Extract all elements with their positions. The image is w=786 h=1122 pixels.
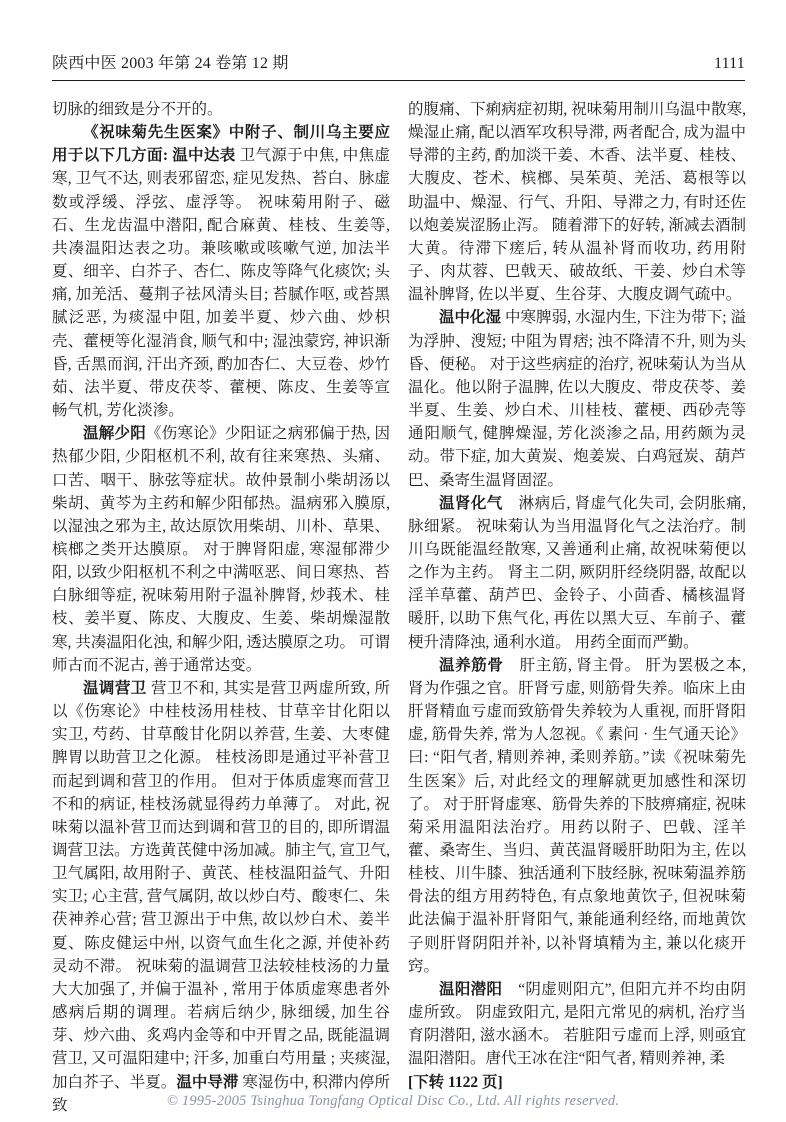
paragraph-text: 寒湿伤中, 积滞内停所致 bbox=[52, 1073, 390, 1114]
paragraph-text: 切脉的细致是分不开的。 bbox=[52, 101, 223, 118]
left-column bbox=[52, 98, 390, 1117]
copyright-notice bbox=[0, 1093, 786, 1110]
copyright-text: © 1995-2005 Tsinghua Tongfang Optical Disc Co., Ltd. All rights reserved. bbox=[166, 1093, 620, 1109]
paragraph-wenyangjingu bbox=[408, 654, 746, 978]
paragraph-wenzhongdabiao bbox=[52, 121, 390, 422]
paragraph-wentiaoyingwei bbox=[52, 677, 390, 1117]
section-heading: 温阳潜阳 bbox=[439, 980, 503, 998]
section-heading: 温调营卫 bbox=[83, 679, 147, 697]
paragraph-continuation bbox=[408, 98, 746, 306]
paragraph-text: 肝主筋, 肾主骨。 肝为罢极之本, 肾为作强之官。肝肾亏虚, 则筋骨失养。临床上由肝肾精血亏虚而致筋骨失养较为人重视, 而肝肾阳虚, 筋骨失养, 常为人忽视。《 素问 · 生气通天论》曰: “阳气者, 精则养神, 柔则养筋。”读《祝味菊先生医案》后, 对此经文的理解就更加感性和深切了。 对于肝肾虚寒、筋骨失养的下肢痹痛症, 祝味菊采用温阳法治疗。用药以附子、巴戟、淫羊藿、桑寄生、当归、黄芪温肾暖肝助阳为主, 佐以桂枝、川牛膝、独活通利下肢经脉, 祝味菊温养筋骨法的组方用药特色, 有点象地黄饮子, 但祝味菊此法偏于温补肝肾阳气, 兼能通利经络, 而地黄饮子则肝肾阴阳并补, 以补肾填精为主, 兼以化痰开窍。 bbox=[408, 656, 746, 975]
paragraph-text: 卫气源于中焦, 中焦虚寒, 卫气不达, 则表邪留恋, 症见发热、苔白、脉虚数或浮缓、浮弦、虚浮等。 祝味菊用附子、磁石、生龙齿温中潜阳, 配合麻黄、桂枝、生姜等, 共凑温阳达表之功。兼咳嗽或咳嗽气逆, 加法半夏、细辛、白芥子、杏仁、陈皮等降气化痰饮; 头痛, 加羌活、蔓荆子祛风清头目; 苔腻作呕, 或苔黑腻泛恶, 为痰湿中阻, 加姜半夏、炒六曲、炒枳壳、藿梗等化湿消食, 顺气和中; 湿浊蒙窍, 神识渐昏, 舌黑而润, 汗出齐颈, 酌加杏仁、大豆卷、炒竹茹、法半夏、带皮茯苓、藿梗、陈皮、生姜等宣畅气机, 芳化淡渗。 bbox=[52, 147, 390, 420]
section-heading: 温解少阳 bbox=[83, 425, 146, 443]
paragraph-wenyangqianyang bbox=[408, 978, 746, 1071]
continued-on-page-note bbox=[408, 1071, 746, 1094]
page-number: 1111 bbox=[713, 55, 745, 72]
section-heading: 温中达表 bbox=[172, 147, 236, 165]
paragraph-text: 《伤寒论》少阳证之病邪偏于热, 因热郁少阳, 少阳枢机不利, 故有往来寒热、头痛、口苦、咽干、脉弦等症状。故仲景制小柴胡汤以柴胡、黄芩为主药和解少阳郁热。温病邪入膜原, 以湿浊之邪为主, 故达原饮用柴胡、川朴、草果、槟榔之类开达膜原。 对于脾肾阳虚, 寒湿郁滞少阳, 以致少阳枢机不利之中满呕恶、间日寒热、苔白脉细等症, 祝味菊用附子温补脾肾, 炒莪术、桂枝、姜半夏、陈皮、大腹皮、生姜、柴胡燥湿散寒, 共凑温阳化浊, 和解少阳, 透达膜原之功。 可谓师古而不泥古, 善于通常达变。 bbox=[52, 425, 390, 674]
section-heading: 温养筋骨 bbox=[439, 656, 504, 674]
article-body bbox=[52, 98, 745, 1117]
paragraph-text: 营卫不和, 其实是营卫两虚所致, 所以《伤寒论》中桂枝汤用桂枝、甘草辛甘化阳以实卫, 芍药、甘草酸甘化阴以养营, 生姜、大枣健脾胃以助营卫之化源。 桂枝汤即是通过平补营卫而起到调和营卫的作用。 但对于体质虚寒而营卫不和的病证, 桂枝汤就显得药力单薄了。 对此, 祝味菊以温补营卫而达到调和营卫的目的, 即所谓温调营卫法。方选黄芪健中汤加减。肺主气, 宣卫气, 卫气属阳, 故用附子、黄芪、桂枝温阳益气、升阳实卫; 心主营, 营气属阴, 故以炒白芍、酸枣仁、朱茯神养心营; 营卫源出于中焦, 故以炒白术、姜半夏、陈皮健运中州, 以资气血生化之源, 并使补药灵动不滞。 祝味菊的温调营卫法较桂枝汤的力量大大加强了, 并偏于温补 , 常用于体质虚寒患者外感病后期的调理。若病后纳少, 脉细缓, 加生谷芽、炒六曲、炙鸡内金等和中开胃之品, 既能温调营卫, 又可温阳建中; 汗多, 加重白芍用量 ; 夹痰湿, 加白芥子、半夏。 bbox=[52, 679, 390, 1091]
jump-note-text: [下转 1122 页] bbox=[408, 1073, 503, 1091]
paragraph-continuation bbox=[52, 98, 390, 121]
paragraph-wenshenhuaqi bbox=[408, 492, 746, 654]
paragraph-wenzhonghuashi bbox=[408, 306, 746, 491]
right-column bbox=[408, 98, 746, 1117]
journal-issue-info: 陕西中医 2003 年第 24 卷第 12 期 bbox=[52, 55, 289, 72]
section-heading: 温中化湿 bbox=[439, 309, 502, 327]
paragraph-text: 淋病后, 肾虚气化失司, 会阴胀痛, 脉细紧。 祝味菊认为当用温肾化气之法治疗。制川乌既能温经散寒, 又善通利止痛, 故祝味菊便以之作为主药。 肾主二阴, 厥阴肝经绕阴器, 故配以淫羊草藿、葫芦巴、金铃子、小茴香、橘核温肾暖肝, 以助下焦气化, 再佐以黑大豆、车前子、藿梗升清降浊, 通利水道。 用药全面而严勤。 bbox=[408, 494, 746, 651]
paragraph-text: 中寒脾弱, 水湿内生, 下注为带下; 溢为浮肿、溲短; 中阻为胃痞; 浊不降清不升, 则为头昏、便秘。 对于这些病症的治疗, 祝味菊认为当从温化。他以附子温脾, 佐以大腹皮、带皮茯苓、姜半夏、生姜、炒白术、川桂枝、藿梗、西砂壳等通阳顺气, 健脾燥湿, 芳化淡渗之品, 用药颇为灵动。带下症, 加大黄炭、炮姜炭、白鸡冠炭、葫芦巴、桑寄生温肾固涩。 bbox=[408, 309, 746, 489]
paragraph-wenjieshaoyang bbox=[52, 422, 390, 677]
section-heading: 温中导滞 bbox=[176, 1073, 239, 1091]
bold-lead-in: 《祝味菊先生医案》中附子、制川乌主要应用于以下几方面: bbox=[52, 124, 390, 165]
section-heading: 温肾化气 bbox=[439, 494, 503, 512]
paragraph-text: 的腹痛、下痢病症初期, 祝味菊用制川乌温中散寒, 燥湿止痛, 配以酒军攻积导滞, 两者配合, 成为温中导滞的主药, 酌加淡干姜、木香、法半夏、桂枝、大腹皮、苍术、槟榔、吴茱萸、羌活、葛根等以助温中、燥湿、行气、升阳、导滞之力, 有时还佐以炮姜炭涩肠止泻。 随着滞下的好转, 渐减去酒制大黄。待滞下瘥后, 转从温补肾而收功, 药用附子、肉苁蓉、巴戟天、破故纸、干姜、炒白术等温补脾肾, 佐以半夏、生谷芽、大腹皮调气疏中。 bbox=[408, 101, 746, 304]
paragraph-text: “阴虚则阳亢”, 但阳亢并不均由阴虚所致。 阴虚致阳亢, 是阳亢常见的病机, 治疗当育阴潜阳, 滋水涵木。 若脏阳亏虚而上浮, 则亟宜温阳潜阳。唐代王冰在注“阳气者, 精则养神, 柔 bbox=[408, 980, 746, 1068]
page-header bbox=[52, 50, 745, 81]
